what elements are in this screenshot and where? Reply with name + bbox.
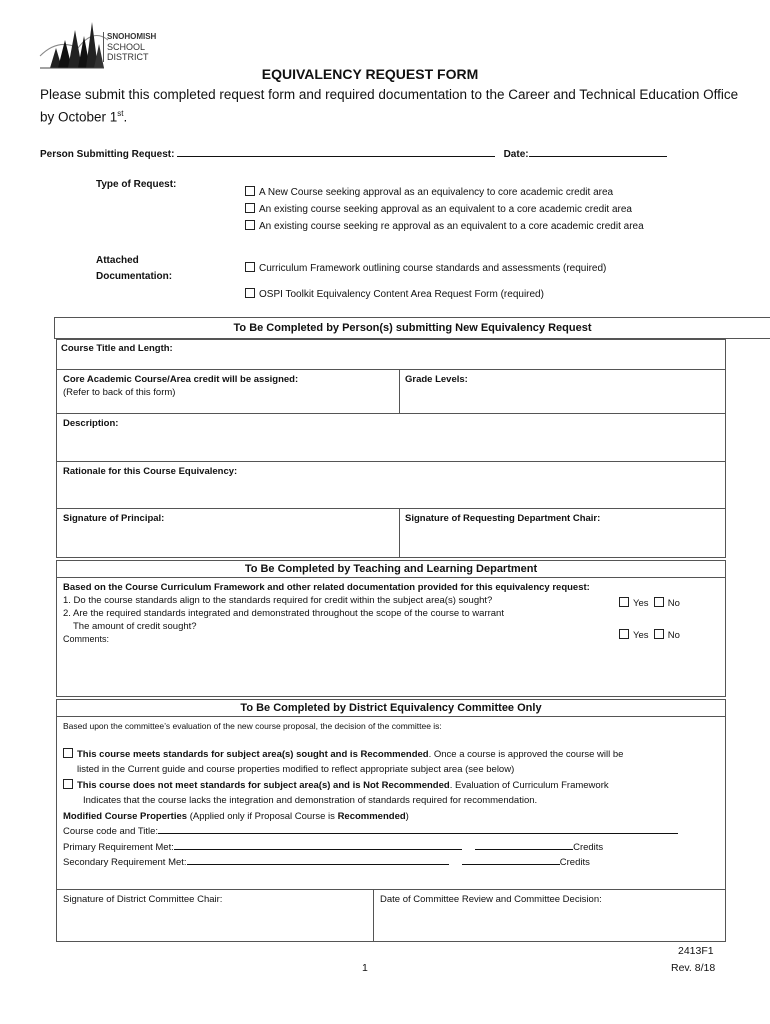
type-of-request-label: Type of Request: [96,179,177,190]
type-option-new[interactable]: A New Course seeking approval as an equivalency to core academic credit area [245,186,613,198]
core-area-cell[interactable]: Core Academic Course/Area credit will be assigned: (Refer to back of this form) [56,369,400,414]
secondary-requirement-field[interactable] [187,855,449,865]
page-number: 1 [362,962,368,974]
q1-yes-no[interactable]: Yes No [619,597,680,610]
primary-requirement-field[interactable] [174,840,462,850]
person-submitting-field[interactable] [177,147,495,157]
committee-chair-signature-cell[interactable]: Signature of District Committee Chair: [56,889,374,942]
checkbox[interactable] [619,629,629,639]
section3-heading: To Be Completed by District Equivalency Committee Only [56,699,726,717]
course-title-cell[interactable]: Course Title and Length: [56,339,726,370]
secondary-credits-field[interactable] [462,855,560,865]
doc-option-ospi[interactable]: OSPI Toolkit Equivalency Content Area Request Form (required) [245,288,544,300]
checkbox[interactable] [245,203,255,213]
attached-documentation-label: Attached Documentation: [96,255,173,282]
checkbox[interactable] [245,262,255,272]
rationale-cell[interactable]: Rationale for this Course Equivalency: [56,461,726,509]
description-cell[interactable]: Description: [56,413,726,462]
logo-text: SNOHOMISH SCHOOL DISTRICT [103,32,156,62]
form-title: EQUIVALENCY REQUEST FORM [261,66,479,82]
teaching-learning-panel: Based on the Course Curriculum Framework and other related documentation provided for this equivalency request: 1. Do the course standards align to the standards required for credit within the subject area(s) sought? 2. Are the required standards integrated and demonstrated throughout the scope of the course to warrant The amount of credit sought? Comments: Yes No Yes No [56,577,726,697]
committee-review-date-cell[interactable]: Date of Committee Review and Committee Decision: [373,889,726,942]
checkbox[interactable] [245,220,255,230]
revision-date: Rev. 8/18 [671,962,716,974]
chair-signature-cell[interactable]: Signature of Requesting Department Chair: [399,508,726,558]
intro-text: Please submit this completed request form and required documentation to the Career and Technical Education Office by October 1st. [40,87,739,125]
checkbox[interactable] [245,288,255,298]
principal-signature-cell[interactable]: Signature of Principal: [56,508,400,558]
checkbox[interactable] [654,629,664,639]
not-recommended-option[interactable]: This course does not meet standards for subject area(s) and is Not Recommended. Evaluation of Curriculum Framework [63,778,723,794]
type-option-existing[interactable]: An existing course seeking approval as an equivalent to a core academic credit area [245,203,632,215]
q2-yes-no[interactable]: Yes No [619,629,680,642]
section1-heading: To Be Completed by Person(s) submitting New Equivalency Request [54,317,770,339]
doc-option-framework[interactable]: Curriculum Framework outlining course standards and assessments (required) [245,262,606,274]
checkbox[interactable] [654,597,664,607]
section2-heading: To Be Completed by Teaching and Learning Department [56,560,726,578]
checkbox[interactable] [63,748,73,758]
type-option-reapproval[interactable]: An existing course seeking re approval as an equivalent to a core academic credit area [245,220,644,232]
form-number: 2413F1 [678,945,714,957]
committee-panel: Based upon the committee’s evaluation of the new course proposal, the decision of the committee is: This course meets standards for subject area(s) sought and is Recommended. Once a course is approved the course will be listed in the Current guide and course properties modified to reflect appropriate subject area (see below) This course does not meet standards for subject area(s) and is Not Recommended. Evaluation of Curriculum Framework Indicates that the course lacks the integration and demonstration of standards required for recommendation. Modified Course Properties (Applied only if Proposal Course is Recommended) Course code and Title: Primary Requirement Met: Credits Secondary Requirement Met: Credits [56,716,726,890]
checkbox[interactable] [619,597,629,607]
checkbox[interactable] [63,779,73,789]
checkbox[interactable] [245,186,255,196]
course-code-field[interactable] [158,824,678,834]
primary-credits-field[interactable] [475,840,573,850]
person-submitting-row: Person Submitting Request: Date: [40,147,667,160]
grade-levels-cell[interactable]: Grade Levels: [399,369,726,414]
date-field[interactable] [529,147,667,157]
recommended-option[interactable]: This course meets standards for subject area(s) sought and is Recommended. Once a course is approved the course will be [63,747,723,763]
